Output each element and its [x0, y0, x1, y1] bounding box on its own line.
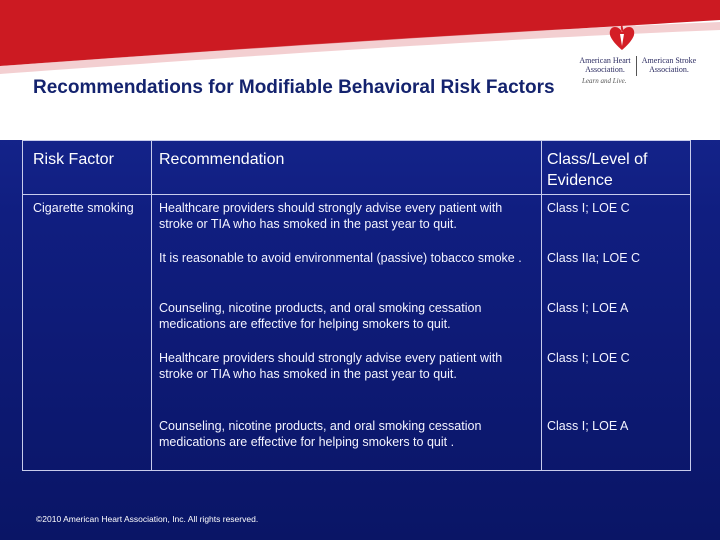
class-cell: Class I; LOE A [547, 301, 629, 315]
recommendation-cell: It is reasonable to avoid environmental (passive) tobacco smoke . [159, 251, 522, 265]
column-divider [151, 141, 152, 470]
class-cell: Class IIa; LOE C [547, 251, 641, 265]
column-divider [541, 141, 542, 470]
header-class-level: Class/Level of Evidence [547, 151, 648, 189]
recommendation-cell: Counseling, nicotine products, and oral smoking cessation medications are effective for helping smokers to quit . [159, 419, 482, 449]
recommendation-cell: Healthcare providers should strongly advise every patient with stroke or TIA who has smoked in the past year to quit. [159, 201, 503, 231]
copyright-footer: ©2010 American Heart Association, Inc. All rights reserved. [36, 514, 259, 524]
class-cell: Class I; LOE A [547, 419, 629, 433]
class-cell: Class I; LOE C [547, 201, 630, 215]
class-cell: Class I; LOE C [547, 351, 630, 365]
recommendation-cell: Healthcare providers should strongly advise every patient with stroke or TIA who has smoked in the past year to quit. [159, 351, 503, 381]
logo-separator [636, 56, 637, 76]
slide-title: Recommendations for Modifiable Behavioral Risk Factors [33, 77, 555, 98]
aha-asa-logo [566, 22, 716, 84]
heart-torch-icon [608, 22, 636, 56]
header-row-divider [23, 194, 690, 195]
risk-factor-cell: Cigarette smoking [33, 201, 134, 215]
recommendations-table [22, 140, 691, 471]
logo-tagline: Learn and Live. [582, 77, 627, 85]
header-risk-factor: Risk Factor [33, 151, 114, 168]
recommendation-cell: Counseling, nicotine products, and oral smoking cessation medications are effective for helping smokers to quit. [159, 301, 482, 331]
asa-wordmark: American Stroke Association. [641, 56, 697, 74]
header-recommendation: Recommendation [159, 151, 285, 168]
aha-wordmark: American Heart Association. [579, 56, 631, 74]
